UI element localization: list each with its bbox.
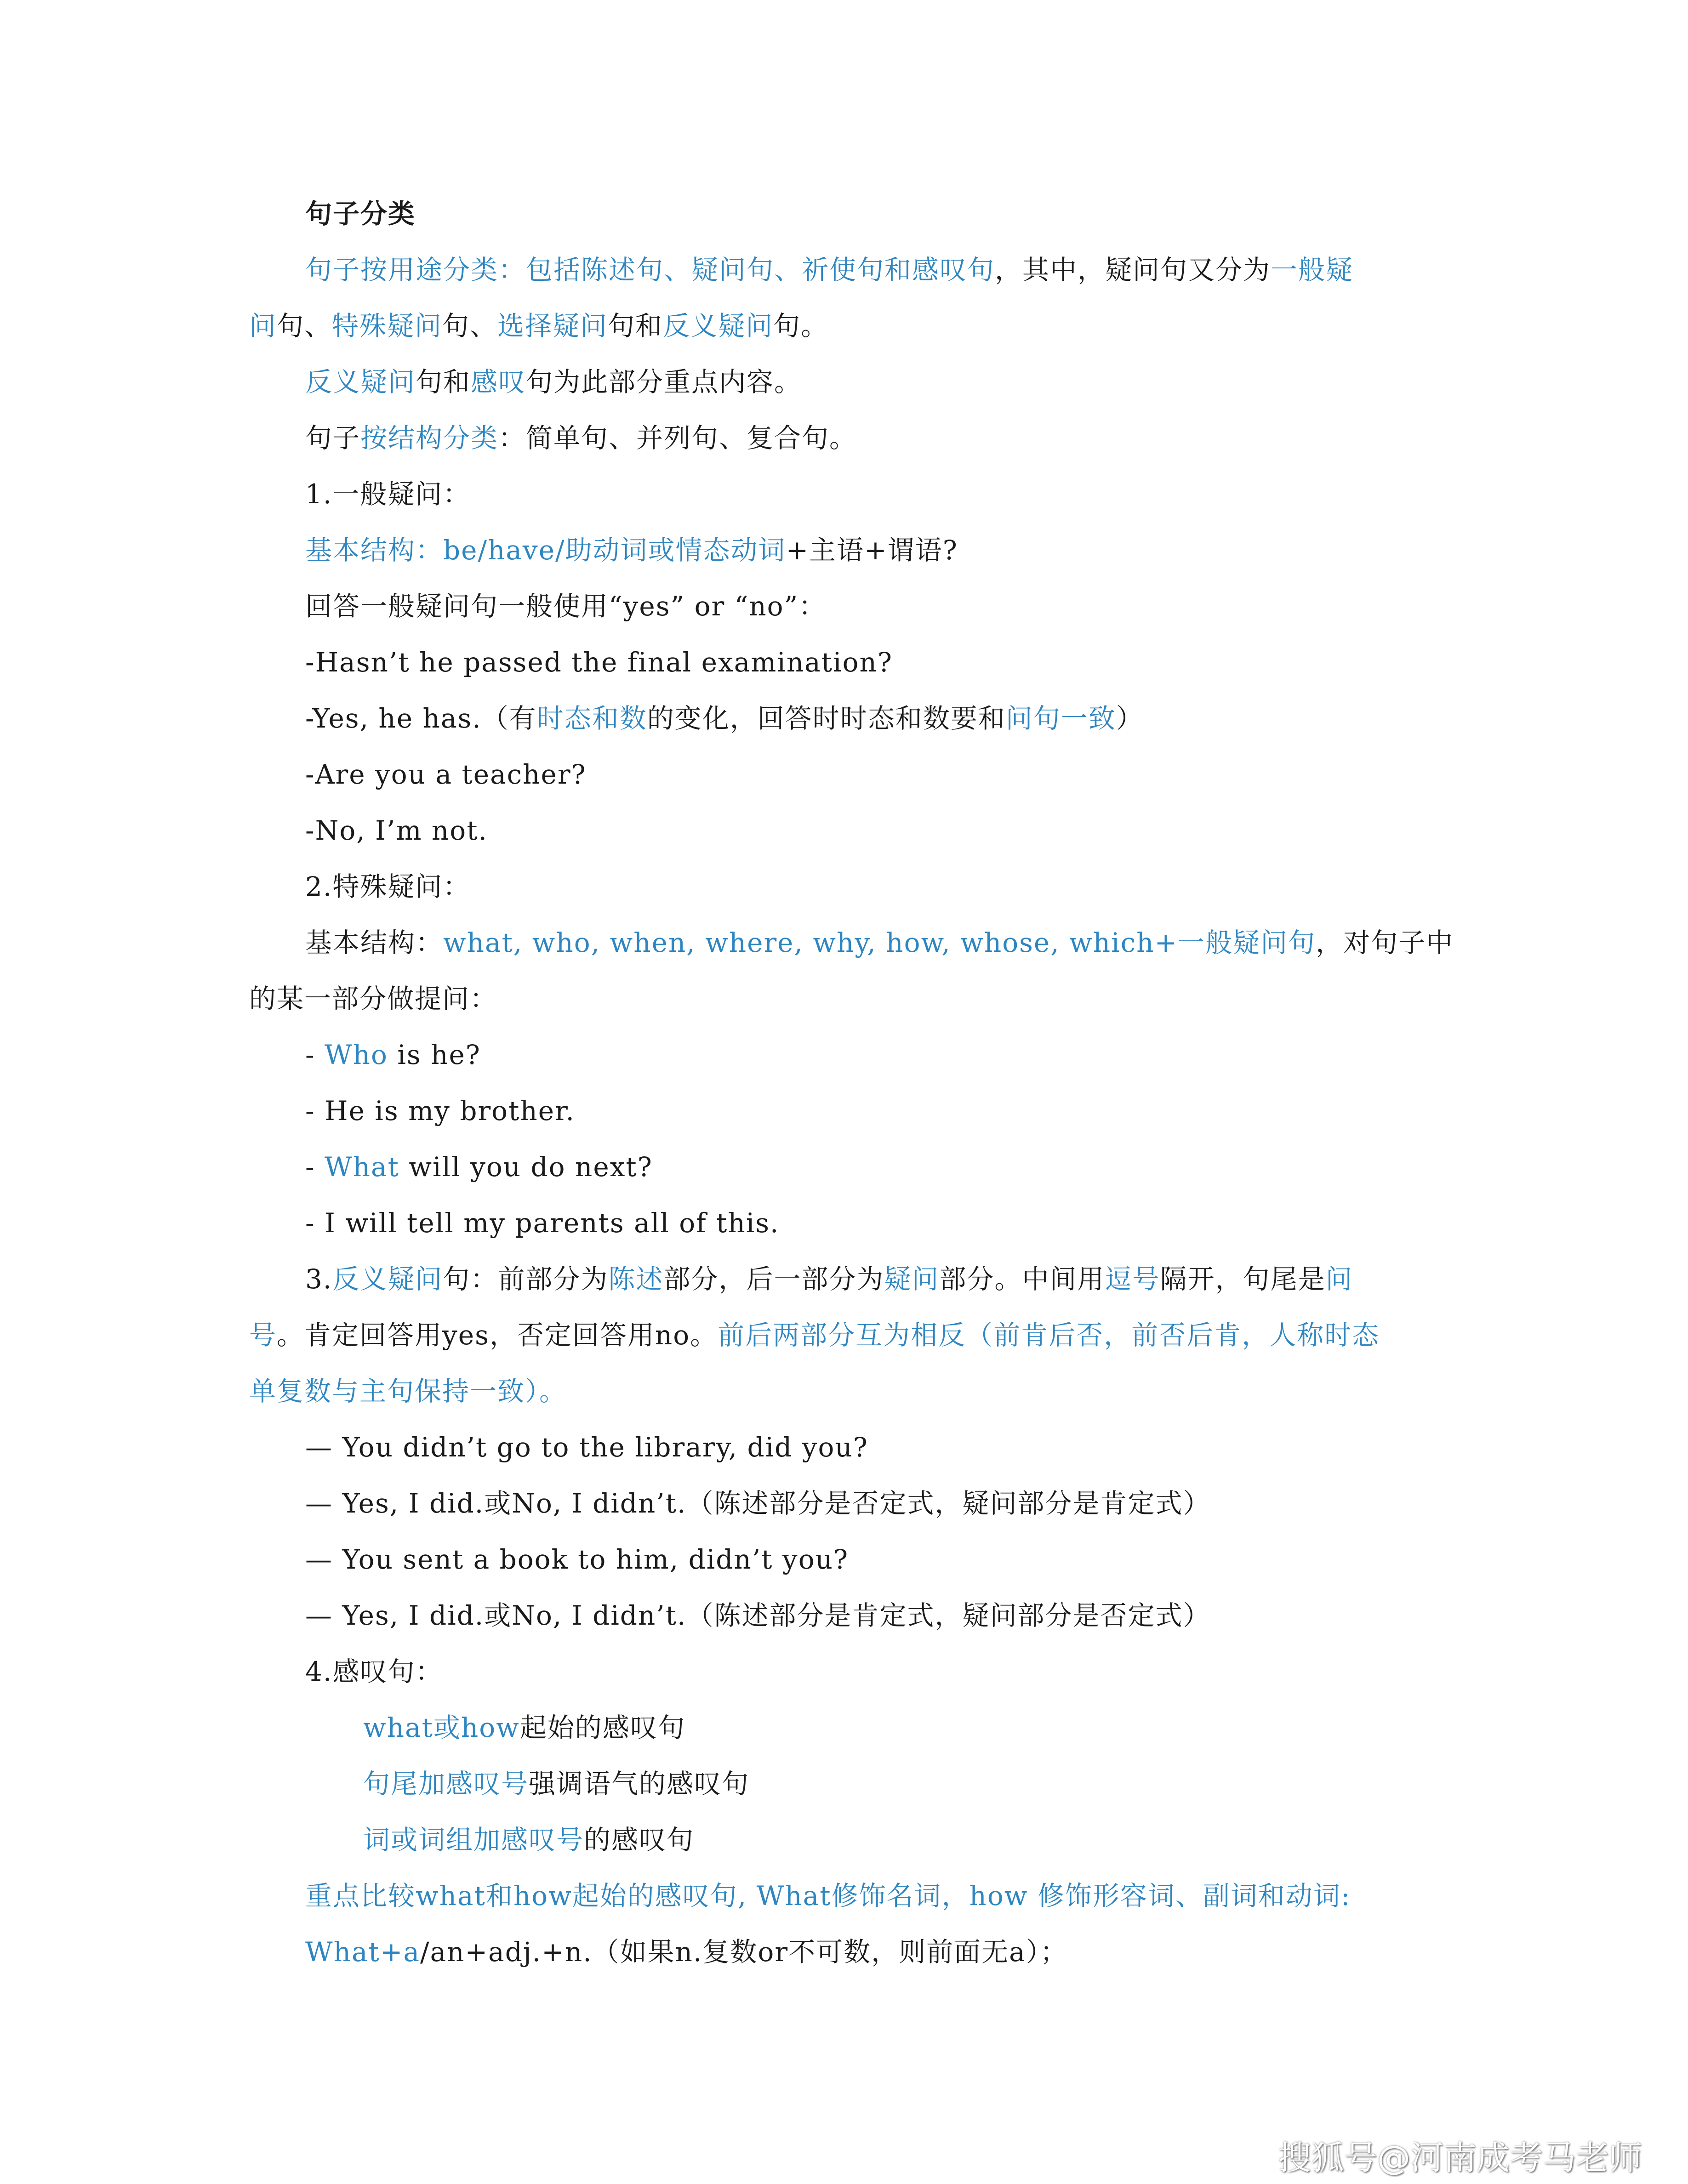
focus-text: 感叹 (471, 366, 526, 398)
special-basic-cont: 的某一部分做提问： (249, 983, 498, 1014)
example-text: 的变化，回答时时态和数要和 (647, 703, 1006, 734)
example-text: will you do next? (399, 1151, 653, 1183)
usage-text: 问 (249, 310, 277, 341)
tag-text: 反义疑问 (332, 1263, 443, 1295)
tag-text: 疑问 (884, 1263, 940, 1295)
excl-compare-line: 重点比较what和how起始的感叹句, What修饰名词，how 修饰形容词、副词和动词: (305, 1880, 1351, 1911)
tag-text: 3. (305, 1263, 333, 1295)
tag-text: 前后两部分互为相反（前肯后否，前否后肯，人称时态 (718, 1320, 1380, 1351)
tag-example: — Yes, I did.或No, I didn’t.（陈述部分是肯定式，疑问部分是否定式） (305, 1600, 1211, 1631)
excl-text: What+a (305, 1936, 421, 1968)
usage-text: 句子按用途分类：包括陈述句、疑问句、祈使句和感叹句 (305, 254, 995, 285)
special-basic-text: ，对句子中 (1316, 927, 1454, 958)
special-basic-text: what, who, when, where, why, how, whose, which+一般疑问句 (443, 927, 1316, 958)
structure-text: ：简单句、并列句、复合句。 (498, 422, 857, 454)
example-text: ） (1116, 703, 1144, 734)
general-example: -No, I’m not. (305, 815, 488, 846)
usage-line-2 (249, 307, 828, 344)
usage-text: 句和 (608, 310, 663, 341)
example-text: 时态和数 (536, 703, 647, 734)
example-text: - (305, 1039, 325, 1070)
tag-text: 陈述 (608, 1263, 664, 1295)
excl-text: 句尾加感叹号 (363, 1768, 529, 1799)
structure-text: 按结构分类 (360, 422, 499, 454)
usage-text: 句、 (442, 310, 498, 341)
excl-text: 词或词组加感叹号 (363, 1824, 584, 1855)
general-basic-text: +主语+谓语? (786, 535, 958, 566)
usage-text: 句、 (277, 310, 332, 341)
tag-text: 隔开，句尾是 (1160, 1263, 1326, 1295)
tag-text: 。肯定回答用yes，否定回答用no。 (277, 1320, 718, 1351)
example-text: - (305, 1151, 325, 1183)
example-text: is he? (388, 1039, 481, 1070)
general-basic-text: 基本结构：be/have/助动词或情态动词 (305, 535, 786, 566)
usage-line-1 (305, 251, 1353, 288)
excl-what-line (305, 1934, 1068, 1970)
general-example (305, 700, 1144, 737)
example-text: Who (325, 1039, 388, 1070)
example-text: What (325, 1151, 399, 1183)
special-example (305, 1036, 481, 1073)
special-example (305, 1149, 653, 1185)
general-basic-line (305, 532, 958, 569)
usage-text: 句。 (773, 310, 829, 341)
excl-text: /an+adj.+n.（如果n.复数or不可数，则前面无a）； (420, 1936, 1068, 1968)
tag-example: — Yes, I did.或No, I didn’t.（陈述部分是否定式，疑问部分是肯定式） (305, 1488, 1211, 1519)
general-example: -Hasn’t he passed the final examination? (305, 647, 893, 678)
general-heading: 1.一般疑问： (305, 478, 471, 510)
example-text: -Yes, he has.（有 (305, 703, 537, 734)
tag-example: — You didn’t go to the library, did you? (305, 1432, 868, 1463)
structure-line (305, 420, 857, 456)
excl-item (363, 1765, 749, 1802)
excl-text: 起始的感叹句 (519, 1712, 685, 1743)
general-example: -Are you a teacher? (305, 759, 587, 790)
page-title: 句子分类 (305, 198, 416, 229)
tag-text: 问 (1325, 1263, 1353, 1295)
focus-line (305, 364, 802, 400)
tag-text: 部分。中间用 (939, 1263, 1105, 1295)
watermark: 搜狐号@河南成考马老师 (1278, 2138, 1642, 2177)
excl-item (363, 1709, 685, 1746)
excl-text: 强调语气的感叹句 (529, 1768, 750, 1799)
special-basic-line (305, 924, 1454, 961)
tag-example: — You sent a book to him, didn’t you? (305, 1544, 849, 1575)
focus-text: 反义疑问 (305, 366, 416, 398)
usage-text: 特殊疑问 (332, 310, 443, 341)
tag-line-2 (249, 1317, 1380, 1354)
usage-text: ，其中，疑问句又分为 (995, 254, 1271, 285)
tag-text: 逗号 (1105, 1263, 1160, 1295)
special-basic-text: 基本结构： (305, 927, 444, 958)
focus-text: 句为此部分重点内容。 (526, 366, 802, 398)
tag-line-3: 单复数与主句保持一致）。 (249, 1376, 567, 1407)
usage-text: 一般疑 (1271, 254, 1354, 285)
special-heading: 2.特殊疑问： (305, 871, 471, 902)
structure-text: 句子 (305, 422, 361, 454)
tag-text: 句：前部分为 (443, 1263, 609, 1295)
general-answer-line: 回答一般疑问句一般使用“yes” or “no”： (305, 591, 827, 622)
special-example: - He is my brother. (305, 1095, 575, 1126)
focus-text: 句和 (416, 366, 471, 398)
excl-text: 的感叹句 (584, 1824, 695, 1855)
excl-item (363, 1821, 694, 1858)
tag-line-1 (305, 1261, 1353, 1297)
excl-text: what或how (363, 1712, 520, 1743)
example-text: 问句一致 (1005, 703, 1116, 734)
excl-heading: 4.感叹句： (305, 1656, 443, 1687)
special-example: - I will tell my parents all of this. (305, 1207, 780, 1239)
tag-text: 号 (249, 1320, 277, 1351)
tag-text: 部分，后一部分为 (663, 1263, 884, 1295)
usage-text: 选择疑问 (497, 310, 608, 341)
usage-text: 反义疑问 (663, 310, 774, 341)
